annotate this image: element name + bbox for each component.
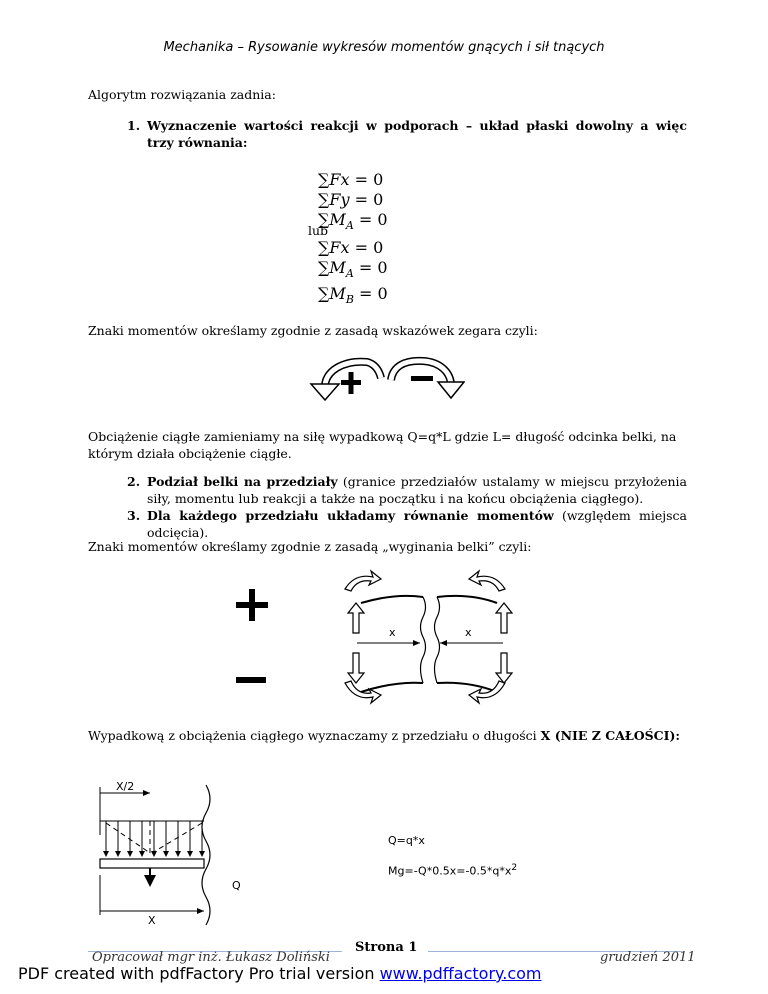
step-2-number: 2. — [127, 474, 141, 489]
moment-sign-icons — [305, 352, 465, 412]
curved-arrow-icon — [345, 571, 505, 703]
x-bottom-label: X — [148, 914, 156, 927]
x-label-left: x — [389, 626, 396, 639]
step-3-number: 3. — [127, 508, 141, 523]
step-3-bold: Dla każdego przedziału układamy równanie momentów — [147, 508, 554, 523]
pdf-trial-note: PDF created with pdfFactory Pro trial version www.pdffactory.com — [18, 964, 542, 983]
step-2 — [127, 473, 687, 507]
load-arrows-icon — [106, 821, 202, 855]
resultant-text: Wypadkową z obciążenia ciągłego wyznaczamy z przedziału o długości X (NIE Z CAŁOŚCI): — [88, 728, 681, 743]
step-3-text: (względem miejsca odcięcia). — [147, 508, 687, 540]
clock-rule-text: Znaki momentów określamy zgodnie z zasadą wskazówek zegara czyli: — [88, 323, 538, 338]
footer-date: grudzień 2011 — [600, 950, 696, 965]
step-1 — [127, 117, 687, 151]
minus-sign-icon — [236, 677, 266, 683]
algorithm-intro: Algorytm rozwiązania zadnia: — [88, 87, 276, 102]
bending-sign-icons — [230, 585, 280, 695]
equations-set-1 — [318, 170, 388, 236]
q-label: Q — [232, 879, 241, 892]
equation-fx-2: ∑Fx = 0 — [318, 238, 384, 257]
equation-fx: ∑Fx = 0 — [318, 170, 384, 189]
or-label: lub — [308, 223, 329, 238]
minus-cw-arrow-icon — [391, 361, 464, 398]
page-header-title: Mechanika – Rysowanie wykresów momentów gnących i sił tnących — [163, 40, 605, 55]
step-1-number: 1. — [127, 118, 141, 133]
half-x-label: X/2 — [116, 780, 135, 793]
footer-author: Opracował mgr inż. Łukasz Doliński — [92, 950, 330, 965]
step-2-text: (granice przedziałów ustalamy w miejscu przyłożenia siły, momentu lub reakcji a także na początku i na końcu obciążenia ciągłego). — [147, 474, 687, 506]
equation-ma: $\sum M_A = 0$ — [318, 210, 388, 233]
equation-ma-2: $\sum M_A = 0$ — [318, 258, 388, 281]
formula-mg: $Mg=-Q*0.5x=-0.5*q*x^2$ — [388, 862, 518, 878]
x-label-right: x — [465, 626, 472, 639]
pdffactory-link[interactable]: www.pdffactory.com — [379, 964, 542, 983]
bending-rule-text: Znaki momentów określamy zgodnie z zasadą „wyginania belki” czyli: — [88, 539, 532, 554]
bending-diagram — [325, 565, 525, 715]
equations-set-2 — [318, 238, 388, 310]
formula-q: Q=q*x — [388, 834, 425, 847]
plus-ccw-arrow-icon — [311, 362, 381, 400]
equation-fy: ∑Fy = 0 — [318, 190, 384, 209]
step-3 — [127, 507, 687, 541]
distributed-load-note: Obciążenie ciągłe zamieniamy na siłę wypadkową Q=q*L gdzie L= długość odcinka belki, na którym działa obciążenie ciągłe. — [88, 429, 677, 461]
distributed-load-diagram — [92, 775, 232, 935]
plus-sign-icon — [236, 589, 268, 621]
footer-page: Strona 1 — [355, 940, 418, 955]
equation-mb-2: $\sum M_B = 0$ — [318, 284, 388, 307]
step-1-text: Wyznaczenie wartości reakcji w podporach – układ płaski dowolny a więc trzy równania: — [147, 118, 687, 150]
step-2-bold: Podział belki na przedziały — [147, 474, 338, 489]
